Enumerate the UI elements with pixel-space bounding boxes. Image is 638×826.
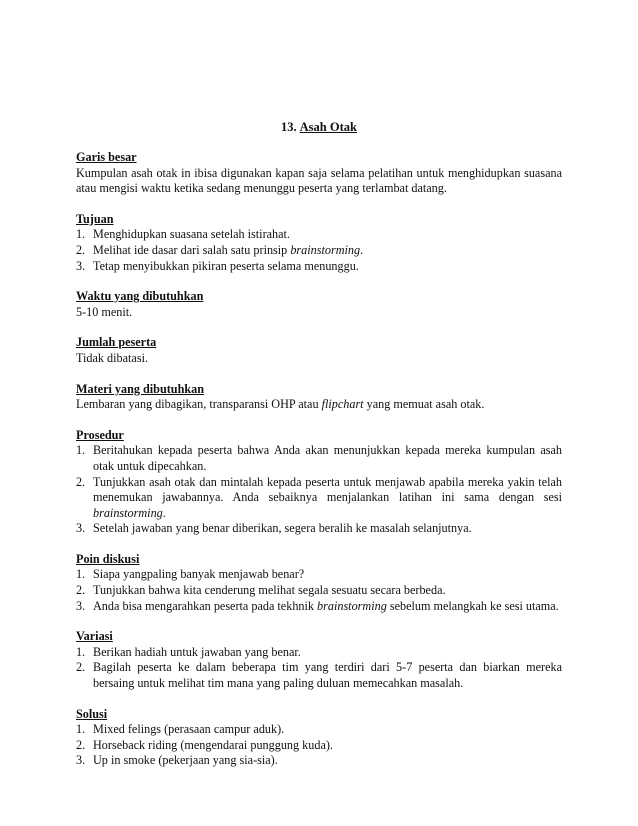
- list-text: Setelah jawaban yang benar diberikan, segera beralih ke masalah selanjutnya.: [93, 521, 472, 536]
- list-item: [76, 660, 562, 691]
- title-text: Asah Otak: [299, 120, 357, 134]
- list-number: 2.: [76, 583, 86, 598]
- list-text: Horseback riding (mengendarai punggung kuda).: [93, 737, 333, 752]
- list-text: Berikan hadiah untuk jawaban yang benar.: [93, 644, 301, 659]
- list-item: [76, 583, 562, 599]
- list-text-end: sebelum melangkah ke sesi utama.: [386, 598, 559, 613]
- title-number: 13.: [281, 120, 297, 134]
- list-text-end: .: [162, 505, 166, 520]
- list-text: Mixed felings (perasaan campur aduk).: [93, 722, 285, 737]
- list-number: 2.: [76, 474, 86, 489]
- list-item: [76, 259, 562, 275]
- section-text: 5-10 menit.: [76, 304, 133, 319]
- list-number: 2.: [76, 737, 86, 752]
- list-item: [76, 738, 562, 754]
- list-text: Anda bisa mengarahkan peserta pada tekhnik: [93, 598, 318, 613]
- list-text: Siapa yangpaling banyak menjawab benar?: [93, 567, 305, 582]
- section-heading: Variasi: [76, 629, 113, 644]
- section-text: Tidak dibatasi.: [76, 350, 148, 365]
- list-number: 3.: [76, 258, 86, 273]
- list-italic: brainstorming: [290, 242, 361, 257]
- section-text: [76, 397, 562, 413]
- section-variasi: [76, 629, 562, 691]
- section-heading: Solusi: [76, 706, 108, 721]
- list-number: 3.: [76, 598, 86, 613]
- list-item: [76, 645, 562, 661]
- list-text: Bagilah peserta ke dalam beberapa tim yang terdiri dari 5-7 peserta dan biarkan mereka bersaing untuk melihat tim mana yang paling duluan memecahkan masalah.: [93, 660, 562, 691]
- list-text: Up in smoke (pekerjaan yang sia-sia).: [93, 753, 278, 768]
- list-item: [76, 227, 562, 243]
- materi-italic: flipchart: [321, 397, 364, 412]
- list-italic: brainstorming: [93, 505, 163, 520]
- section-heading: Waktu yang dibutuhkan: [76, 289, 204, 304]
- prosedur-list: [76, 443, 562, 537]
- section-solusi: [76, 707, 562, 769]
- document-body: [76, 150, 562, 784]
- list-number: 2.: [76, 242, 86, 257]
- list-item: [76, 753, 562, 769]
- section-jumlah-peserta: [76, 335, 562, 366]
- section-heading: Materi yang dibutuhkan: [76, 381, 204, 396]
- list-number: 1.: [76, 227, 86, 242]
- list-text: Tunjukkan asah otak dan mintalah kepada peserta untuk menjawab apabila mereka yakin telah menemukan jawabannya. Anda sebaiknya menjalankan latihan ini sama dengan sesi: [93, 474, 562, 505]
- list-text: Melihat ide dasar dari salah satu prinsip: [93, 242, 291, 257]
- list-item: [76, 599, 562, 615]
- list-item: [76, 443, 562, 474]
- list-item: [76, 521, 562, 537]
- tujuan-list: [76, 227, 562, 274]
- section-prosedur: [76, 428, 562, 537]
- list-number: 1.: [76, 644, 86, 659]
- list-item: [76, 567, 562, 583]
- list-italic: brainstorming: [317, 598, 387, 613]
- section-text: Kumpulan asah otak in ibisa digunakan kapan saja selama pelatihan untuk menghidupkan suasana atau mengisi waktu ketika sedang menunggu peserta yang terlambat datang.: [76, 165, 562, 196]
- list-text: Tetap menyibukkan pikiran peserta selama menunggu.: [93, 258, 359, 273]
- section-heading: Tujuan: [76, 211, 114, 226]
- list-text: Tunjukkan bahwa kita cenderung melihat segala sesuatu secara berbeda.: [93, 583, 446, 598]
- section-heading: Poin diskusi: [76, 551, 140, 566]
- list-number: 1.: [76, 722, 86, 737]
- list-text-end: .: [360, 242, 364, 257]
- solusi-list: [76, 722, 562, 769]
- materi-text: Lembaran yang dibagikan, transparansi OHP atau: [76, 397, 322, 412]
- list-text: Menghidupkan suasana setelah istirahat.: [93, 227, 290, 242]
- materi-text-end: yang memuat asah otak.: [363, 397, 485, 412]
- section-tujuan: [76, 212, 562, 274]
- poin-list: [76, 567, 562, 614]
- list-number: 3.: [76, 521, 86, 536]
- variasi-list: [76, 645, 562, 692]
- list-item: [76, 243, 562, 259]
- list-number: 1.: [76, 567, 86, 582]
- list-number: 3.: [76, 753, 86, 768]
- list-text: Beritahukan kepada peserta bahwa Anda akan menunjukkan kepada mereka kumpulan asah otak untuk dipecahkan.: [93, 443, 562, 473]
- list-number: 2.: [76, 660, 86, 675]
- section-heading: Prosedur: [76, 427, 124, 442]
- page-title: [76, 120, 562, 136]
- list-number: 1.: [76, 443, 86, 458]
- section-heading: Jumlah peserta: [76, 335, 157, 350]
- list-item: [76, 722, 562, 738]
- section-waktu: [76, 289, 562, 320]
- section-garis-besar: [76, 150, 562, 197]
- section-poin-diskusi: [76, 552, 562, 614]
- section-heading: Garis besar: [76, 150, 137, 164]
- section-materi: [76, 382, 562, 413]
- list-item: [76, 475, 562, 522]
